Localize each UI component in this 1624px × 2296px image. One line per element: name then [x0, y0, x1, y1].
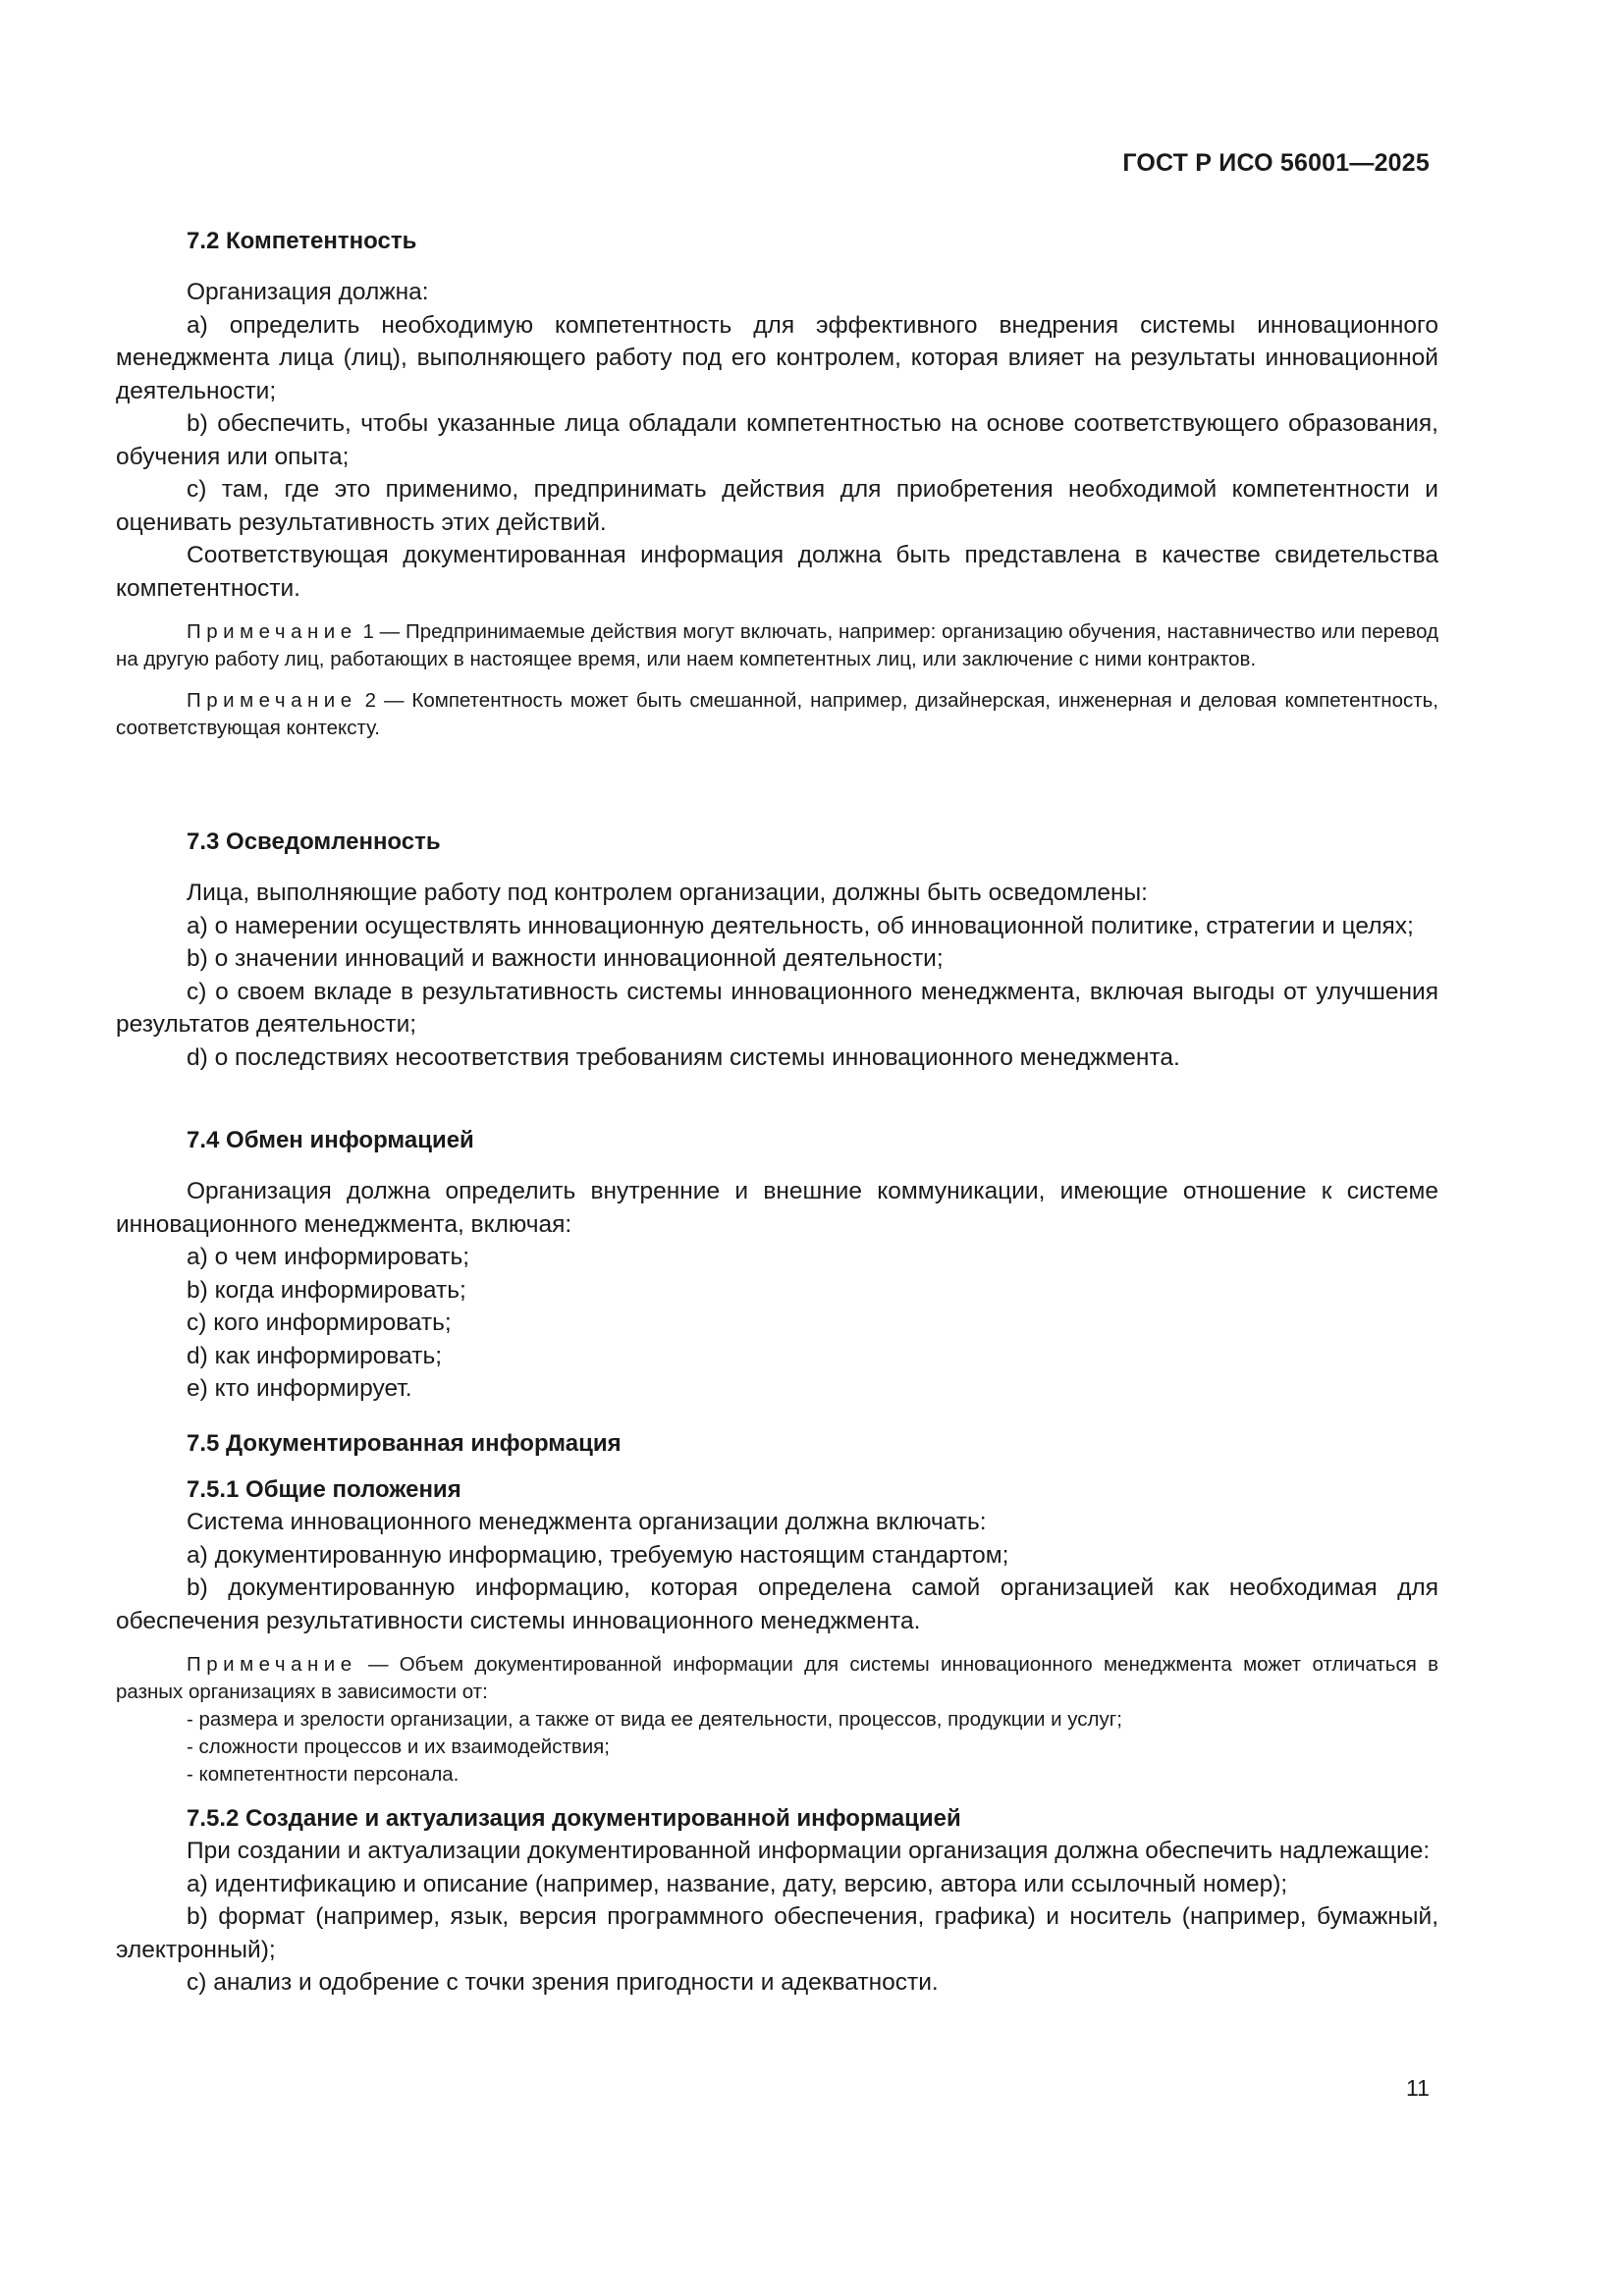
list-item: d) как информировать; — [187, 1342, 443, 1369]
paragraph: Организация должна: — [187, 279, 429, 305]
section-heading: 7.5 Документированная информация — [187, 1430, 622, 1457]
section-heading: 7.3 Осведомленность — [187, 828, 441, 855]
paragraph: Система инновационного менеджмента организации должна включать: — [187, 1509, 987, 1535]
section-heading: 7.4 Обмен информацией — [187, 1127, 474, 1153]
paragraph: Соответствующая документированная информация должна быть представлена в качестве свидетельства компетентности. — [116, 542, 1438, 602]
section-7-5 — [116, 1427, 1438, 2000]
list-item: b) документированную информацию, которая определена самой организацией как необходимая для обеспечения результативности системы инновационного менеджмента. — [116, 1575, 1438, 1634]
paragraph: Лица, выполняющие работу под контролем организации, должны быть осведомлены: — [187, 880, 1148, 906]
list-item: d) о последствиях несоответствия требованиям системы инновационного менеджмента. — [187, 1043, 1180, 1071]
list-item: a) идентификацию и описание (например, название, дату, версию, автора или ссылочный номер); — [187, 1870, 1288, 1897]
section-7-4 — [116, 1124, 1438, 1406]
list-item: c) анализ и одобрение с точки зрения пригодности и адекватности. — [187, 1969, 939, 1996]
subsection-heading-7-5-1: 7.5.1 Общие положения — [187, 1476, 461, 1503]
list-item: a) определить необходимую компетентность для эффективного внедрения системы инновационного менеджмента лица (лиц), выполняющего работу под его контролем, которая влияет на результаты инновационной деятельности; — [116, 311, 1438, 404]
list-item: c) там, где это применимо, предпринимать действия для приобретения необходимой компетентности и оценивать результативность этих действий. — [116, 476, 1438, 536]
list-item: a) о чем информировать; — [187, 1244, 470, 1270]
paragraph: Организация должна определить внутренние и внешние коммуникации, имеющие отношение к системе инновационного менеджмента, включая: — [116, 1178, 1438, 1238]
note-text: — Объем документированной информации для системы инновационного менеджмента может отличаться в разных организациях в зависимости от: — [116, 1653, 1438, 1703]
list-item: c) о своем вкладе в результативность системы инновационного менеджмента, включая выгоды от улучшения результатов деятельности; — [116, 978, 1438, 1038]
document-header-id: ГОСТ Р ИСО 56001—2025 — [1122, 149, 1430, 177]
note — [116, 1651, 1438, 1706]
list-item: b) формат (например, язык, версия программного обеспечения, графика) и носитель (например, бумажный, электронный); — [116, 1903, 1438, 1963]
note-label: Примечание — [187, 1653, 357, 1676]
subsection-heading-7-5-2: 7.5.2 Создание и актуализация документированной информацией — [187, 1805, 961, 1832]
note-1 — [116, 618, 1438, 673]
note-label: Примечание — [187, 620, 357, 643]
list-item: b) когда информировать; — [187, 1276, 466, 1304]
page-number: 11 — [1406, 2075, 1430, 2101]
list-item: c) кого информировать; — [187, 1309, 452, 1336]
note-list-item: - компетентности персонала. — [187, 1763, 460, 1786]
note-list-item: - сложности процессов и их взаимодействия; — [187, 1735, 610, 1758]
paragraph: При создании и актуализации документированной информации организация должна обеспечить надлежащие: — [187, 1838, 1431, 1864]
list-item: b) о значении инноваций и важности инновационной деятельности; — [187, 945, 944, 972]
list-item: a) о намерении осуществлять инновационную деятельность, об инновационной политике, стратегии и целях; — [187, 912, 1414, 939]
list-item: e) кто информирует. — [187, 1375, 412, 1402]
note-list-item: - размера и зрелости организации, а также от вида ее деятельности, процессов, продукции и услуг; — [187, 1708, 1122, 1731]
note-label: Примечание — [187, 689, 357, 712]
section-heading: 7.2 Компетентность — [187, 228, 417, 254]
list-item: b) обеспечить, чтобы указанные лица обладали компетентностью на основе соответствующего образования, обучения или опыта; — [116, 410, 1438, 470]
note-text: 2 — Компетентность может быть смешанной, например, дизайнерская, инженерная и деловая компетентность, соответствующая контексту. — [116, 689, 1438, 739]
note-text: 1 — Предпринимаемые действия могут включать, например: организацию обучения, наставничество или перевод на другую работу лиц, работающих в настоящее время, или наем компетентных лиц, или заключение с ними контрактов. — [116, 620, 1438, 670]
list-item: a) документированную информацию, требуемую настоящим стандартом; — [187, 1541, 1009, 1569]
section-7-3 — [116, 826, 1438, 1074]
note-2 — [116, 687, 1438, 742]
section-7-2 — [116, 225, 1438, 742]
